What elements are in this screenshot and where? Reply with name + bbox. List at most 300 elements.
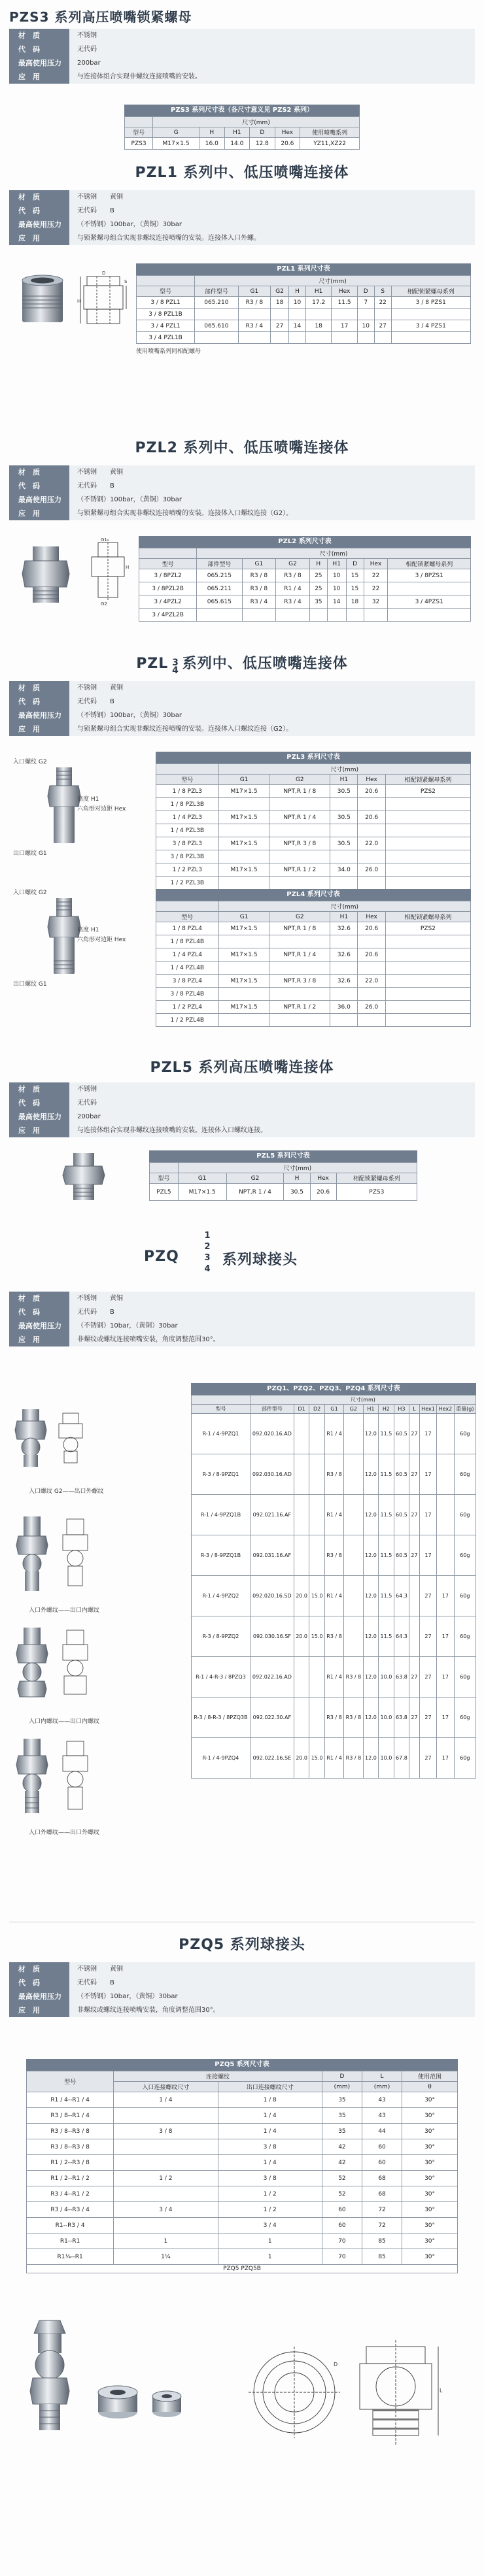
table-cell <box>276 609 310 622</box>
table-cell: 30° <box>402 2092 458 2108</box>
property-row <box>9 1096 475 1110</box>
table-cell: R3 / 8 <box>344 1698 363 1738</box>
table-cell: 10 <box>327 582 346 595</box>
table-header-cell: H <box>284 1173 310 1184</box>
table-cell <box>114 2139 218 2155</box>
table-cell: 17 <box>437 1616 454 1657</box>
table-row <box>27 2108 458 2124</box>
table-header-cell: G1 <box>178 1173 226 1184</box>
table-cell: 20.6 <box>358 922 385 935</box>
table-cell: 10 <box>327 569 346 582</box>
table-group-label: 尺寸(mm) <box>153 117 360 127</box>
property-label: 材 质 <box>9 29 69 42</box>
table-subheader-cell: 出口连接螺纹尺寸 <box>218 2082 322 2092</box>
table-header-row <box>125 127 360 138</box>
pzq3-drawing <box>10 1621 109 1713</box>
table-row <box>192 1738 476 1779</box>
table-cell <box>309 1698 325 1738</box>
section-title: PZQ5 系列球接头 <box>179 1937 305 1953</box>
table-header-cell: D <box>250 127 275 138</box>
property-value: 无代码 B <box>69 479 475 493</box>
spec-table-wrap <box>156 889 471 1027</box>
table-row <box>192 1495 476 1535</box>
table-cell: 22.0 <box>358 837 385 850</box>
table-cell: R3 / 8 <box>324 1535 343 1576</box>
table-cell: 3 / 8PZL2 <box>139 569 197 582</box>
table-cell: 12.0 <box>363 1576 379 1616</box>
svg-text:H: H <box>77 299 81 304</box>
table-cell <box>385 962 470 975</box>
table-group-header <box>156 764 471 775</box>
spec-table-wrap <box>139 536 471 622</box>
table-cell <box>358 798 385 811</box>
table-cell <box>330 935 358 948</box>
table-cell: 60.5 <box>394 1495 409 1535</box>
table-cell <box>218 798 269 811</box>
callout: 出口螺纹 G1 <box>13 850 47 857</box>
table-cell: 30° <box>402 2186 458 2202</box>
section-pzl1 <box>0 154 484 428</box>
table-cell: 30.5 <box>330 837 358 850</box>
table-header-cell: 型号 <box>150 1173 179 1184</box>
table-cell <box>218 850 269 863</box>
table-caption: PZS3 系列尺寸表（各尺寸意义见 PZS2 系列） <box>124 105 360 116</box>
table-row <box>156 850 471 863</box>
title-stack <box>201 1230 213 1275</box>
table-cell: R-3 / 8-R-3 / 8PZQ3B <box>192 1698 251 1738</box>
table-cell: 1 <box>218 2249 322 2265</box>
table-row <box>192 1698 476 1738</box>
table-cell: 15 <box>346 582 364 595</box>
table-row <box>156 1014 471 1027</box>
table-cell: M17×1.5 <box>178 1184 226 1201</box>
table-caption: PZL5 系列尺寸表 <box>149 1150 417 1162</box>
table-group-header <box>139 548 471 559</box>
table-cell: 12.0 <box>363 1495 379 1535</box>
table-cell: 1 / 2 PZL3 <box>156 863 219 877</box>
table-header-row <box>137 286 471 297</box>
table-cell: 14 <box>327 595 346 609</box>
table-cell: 10 <box>289 297 306 309</box>
property-label: 代 码 <box>9 1305 69 1319</box>
table-subheader-cell: (mm) <box>322 2082 362 2092</box>
table-row <box>150 1184 417 1201</box>
table-cell: R1¼--R1 <box>27 2249 114 2265</box>
table-row <box>27 2249 458 2265</box>
table-cell: 1 / 8 PZL3B <box>156 798 219 811</box>
table-cell <box>197 609 242 622</box>
property-value: （不锈钢）10bar，（黄铜）30bar <box>69 1990 475 2003</box>
table-header-cell: G2 <box>276 559 310 569</box>
table-cell: M17×1.5 <box>218 785 269 798</box>
table-cell: 30.5 <box>330 811 358 824</box>
property-row <box>9 1333 475 1347</box>
spec-table <box>156 901 471 1027</box>
table-cell <box>385 877 470 890</box>
table-row <box>156 785 471 798</box>
property-label: 最高使用压力 <box>9 218 69 231</box>
table-cell: 15.0 <box>309 1738 325 1779</box>
table-cell: 27 <box>409 1535 420 1576</box>
table-header-cell: Hex2 <box>437 1405 454 1414</box>
table-cell <box>305 332 331 344</box>
table-cell: 12.0 <box>363 1414 379 1454</box>
table-cell: 42 <box>322 2139 362 2155</box>
table-cell: 1 / 8 PZL4B <box>156 935 219 948</box>
table-cell: 67.8 <box>394 1738 409 1779</box>
section-pzq <box>0 1229 484 1922</box>
table-cell: 35 <box>322 2092 362 2108</box>
table-cell <box>344 1454 363 1495</box>
property-label: 最高使用压力 <box>9 1110 69 1124</box>
table-row <box>156 824 471 837</box>
property-row <box>9 1305 475 1319</box>
table-cell: R1 / 4 <box>324 1414 343 1454</box>
table-cell: 72 <box>362 2202 402 2218</box>
table-cell: 70 <box>322 2249 362 2265</box>
section-pzl2 <box>0 431 484 647</box>
property-label: 应 用 <box>9 1124 69 1137</box>
table-header-cell: H <box>199 127 225 138</box>
table-cell: NPT,R 1 / 8 <box>269 922 330 935</box>
property-row <box>9 1292 475 1305</box>
table-cell: 35 <box>309 595 327 609</box>
table-cell: 22 <box>364 582 388 595</box>
property-row <box>9 507 475 520</box>
table-cell: 1 / 4 PZL3 <box>156 811 219 824</box>
property-value: 与锁紧螺母组合实现非螺纹连接喷嘴的安装。连接体入口外螺。 <box>69 231 475 245</box>
callout: 出口螺纹 G1 <box>13 981 47 988</box>
table-cell <box>269 850 330 863</box>
pzq4-drawing <box>10 1732 109 1824</box>
table-cell: R-1 / 4-9PZQ2 <box>192 1576 251 1616</box>
table-row <box>156 1001 471 1014</box>
table-cell: 52 <box>322 2171 362 2186</box>
property-value: （不锈钢）100bar，（黄铜）30bar <box>69 493 475 507</box>
table-cell <box>330 962 358 975</box>
table-header-spacer <box>150 1163 179 1173</box>
table-cell: 27 <box>271 320 289 332</box>
table-cell: R-3 / 8-9PZQ2 <box>192 1616 251 1657</box>
section-title: PZL1 系列中、低压喷嘴连接体 <box>135 165 349 181</box>
table-cell: 26.0 <box>358 863 385 877</box>
property-value: 不锈钢 黄铜 <box>69 681 475 695</box>
callout: 高度 H1 <box>77 927 99 933</box>
callout: 六角形对边距 Hex <box>77 937 126 943</box>
table-cell <box>437 1535 454 1576</box>
table-cell: M17×1.5 <box>218 863 269 877</box>
table-cell: 60 <box>322 2218 362 2233</box>
table-cell <box>294 1698 309 1738</box>
table-header-cell: D <box>357 286 374 297</box>
table-group-header <box>156 901 471 912</box>
table-cell: R1 / 2--R1 / 2 <box>27 2171 114 2186</box>
table-cell: 15.0 <box>309 1616 325 1657</box>
title-suffix: 系列球接头 <box>222 1252 298 1268</box>
table-header-cell: H1 <box>327 559 346 569</box>
table-cell: 3 / 8 PZL3B <box>156 850 219 863</box>
spec-table-wrap <box>191 1383 476 1779</box>
table-cell: 3 / 4 PZL1B <box>137 332 195 344</box>
table-header-cell: G <box>153 127 199 138</box>
table-cell <box>242 609 276 622</box>
title-suffix: 系列中、低压喷嘴连接体 <box>182 656 348 672</box>
svg-text:D: D <box>102 271 106 276</box>
table-cell: 14 <box>289 320 306 332</box>
table-cell <box>437 1495 454 1535</box>
table-cell: M17×1.5 <box>218 948 269 962</box>
table-cell: 30° <box>402 2233 458 2249</box>
table-cell: 27 <box>409 1454 420 1495</box>
table-row <box>27 2186 458 2202</box>
table-cell: 3 / 8 PZL4 <box>156 975 219 988</box>
table-cell <box>358 988 385 1001</box>
table-header-cell: H1 <box>363 1405 379 1414</box>
table-cell: R-1 / 4-9PZQ1B <box>192 1495 251 1535</box>
table-cell: NPT,R 1 / 8 <box>269 785 330 798</box>
table-cell: M17×1.5 <box>218 837 269 850</box>
property-value: 与锁紧螺母组合实现非螺纹连接喷嘴的安装。连接体入口螺纹连接（G2）。 <box>69 507 475 520</box>
table-header-cell: H2 <box>379 1405 394 1414</box>
table-cell: 3 / 4 <box>114 2202 218 2218</box>
table-cell: 18 <box>305 320 331 332</box>
property-row <box>9 56 475 70</box>
table-cell: R3 / 4 <box>242 595 276 609</box>
section-title: PZL5 系列高压喷嘴连接体 <box>150 1060 334 1076</box>
table-cell: R3 / 8 <box>324 1698 343 1738</box>
callout: 入口螺纹 G2——出口外螺纹 <box>29 1488 104 1495</box>
property-label: 代 码 <box>9 695 69 709</box>
table-cell <box>114 2108 218 2124</box>
pzl1-photo <box>13 270 72 329</box>
table-cell: 065.210 <box>195 297 238 309</box>
table-row <box>27 2202 458 2218</box>
table-header-cell: D2 <box>309 1405 325 1414</box>
table-cell: 1 / 4 <box>114 2092 218 2108</box>
table-cell: R-1 / 4-9PZQ4 <box>192 1738 251 1779</box>
table-cell: 1 / 2 <box>114 2171 218 2186</box>
table-cell: R3 / 8 <box>324 1454 343 1495</box>
table-cell: 092.022.16.SE <box>250 1738 294 1779</box>
table-row <box>137 309 471 320</box>
property-row <box>9 681 475 695</box>
property-label: 代 码 <box>9 204 69 218</box>
table-cell: NPT,R 1 / 4 <box>269 948 330 962</box>
callout: 高度 H1 <box>77 796 99 803</box>
table-cell: 72 <box>362 2218 402 2233</box>
table-header-spacer <box>139 548 197 559</box>
svg-text:H: H <box>126 565 130 570</box>
table-cell: 3 / 8 PZL1B <box>137 309 195 320</box>
table-cell: 68 <box>362 2171 402 2186</box>
table-cell: 11.5 <box>379 1616 394 1657</box>
table-header-cell: 部件型号 <box>250 1405 294 1414</box>
table-header-cell: G2 <box>344 1405 363 1414</box>
table-cell: 30° <box>402 2155 458 2171</box>
spec-table <box>136 275 471 344</box>
table-cell <box>344 1535 363 1576</box>
pzq1-drawing <box>10 1404 95 1481</box>
table-cell <box>269 935 330 948</box>
table-cell <box>385 948 470 962</box>
table-row <box>156 988 471 1001</box>
spec-table <box>124 116 360 150</box>
property-row <box>9 722 475 736</box>
spec-table-wrap <box>149 1150 417 1201</box>
table-cell <box>357 332 374 344</box>
table-row <box>137 320 471 332</box>
table-cell: 11.5 <box>379 1414 394 1454</box>
table-caption: PZL4 系列尺寸表 <box>156 889 471 901</box>
table-row <box>156 811 471 824</box>
table-header-cell: H1 <box>224 127 250 138</box>
table-cell <box>294 1454 309 1495</box>
property-row <box>9 231 475 245</box>
table-cell: PZS3 <box>125 138 153 150</box>
table-cell: R3 / 4 <box>276 595 310 609</box>
table-header-cell: Hex <box>310 1173 336 1184</box>
property-row <box>9 218 475 231</box>
table-cell: 27 <box>419 1616 436 1657</box>
table-cell: R1 / 4 <box>324 1495 343 1535</box>
table-cell <box>374 309 391 320</box>
table-cell: 20.6 <box>275 138 300 150</box>
table-cell: 18 <box>271 297 289 309</box>
table-cell: R3 / 8 <box>276 569 310 582</box>
table-header-cell: 部件型号 <box>195 286 238 297</box>
section-pzl34 <box>0 647 484 1046</box>
title-fraction <box>172 659 179 675</box>
property-label: 代 码 <box>9 1096 69 1110</box>
table-cell: 60.5 <box>394 1535 409 1576</box>
table-row <box>156 948 471 962</box>
table-cell: 14.0 <box>224 138 250 150</box>
table-cell: 7 <box>357 297 374 309</box>
table-header-cell: 型号 <box>192 1405 251 1414</box>
table-cell: 30° <box>402 2202 458 2218</box>
table-header-cell: G1 <box>218 775 269 785</box>
table-cell: 11.5 <box>379 1576 394 1616</box>
table-header-cell: D <box>322 2071 362 2082</box>
table-cell <box>309 1414 325 1454</box>
table-cell <box>344 1414 363 1454</box>
section-title: PZL2 系列中、低压喷嘴连接体 <box>135 440 349 456</box>
property-label: 应 用 <box>9 722 69 736</box>
table-row <box>156 975 471 988</box>
table-header-cell: G2 <box>269 912 330 922</box>
table-cell: 30° <box>402 2139 458 2155</box>
table-cell <box>385 798 470 811</box>
table-cell: 17 <box>437 1698 454 1738</box>
table-header-cell: 使用喷嘴系列 <box>300 127 360 138</box>
property-label: 最高使用压力 <box>9 1319 69 1333</box>
table-cell <box>385 811 470 824</box>
callout: 六角形对边距 Hex <box>77 806 126 812</box>
table-header-cell: 相配锁紧螺母系列 <box>388 559 471 569</box>
table-cell: 1 / 2 <box>218 2202 322 2218</box>
property-value: 无代码 B <box>69 1976 475 1990</box>
table-subheader-cell: (mm) <box>362 2082 402 2092</box>
table-row <box>27 2233 458 2249</box>
table-header-cell: H3 <box>394 1405 409 1414</box>
table-cell <box>391 332 470 344</box>
spec-table <box>26 2071 458 2273</box>
property-row <box>9 190 475 204</box>
table-cell: 25 <box>309 582 327 595</box>
table-cell <box>344 1576 363 1616</box>
table-cell: R3 / 8--R3 / 8 <box>27 2139 114 2155</box>
table-cell: 1 / 8 PZL3 <box>156 785 219 798</box>
section-pzs3 <box>0 0 484 147</box>
table-cell: NPT,R 3 / 8 <box>269 837 330 850</box>
property-row <box>9 695 475 709</box>
table-cell <box>358 935 385 948</box>
table-cell: 092.020.16.AD <box>250 1414 294 1454</box>
table-cell: 1 <box>218 2233 322 2249</box>
table-cell <box>358 877 385 890</box>
property-value: 不锈钢 <box>69 1082 475 1096</box>
table-cell: M17×1.5 <box>218 975 269 988</box>
table-cell <box>238 309 271 320</box>
table-cell: 3 / 8 PZL4B <box>156 988 219 1001</box>
table-cell: 27 <box>409 1657 420 1698</box>
table-header-spacer <box>137 276 195 286</box>
table-cell: 27 <box>419 1698 436 1738</box>
table-row <box>156 877 471 890</box>
table-cell: 20.0 <box>294 1576 309 1616</box>
table-cell: 60g <box>454 1414 475 1454</box>
table-row <box>156 935 471 948</box>
svg-text:G1: G1 <box>101 537 107 543</box>
property-label: 代 码 <box>9 42 69 56</box>
table-header-cell: H1 <box>330 912 358 922</box>
table-row <box>137 332 471 344</box>
table-row <box>27 2265 458 2273</box>
table-cell: M17×1.5 <box>218 1001 269 1014</box>
table-header-cell: L <box>362 2071 402 2082</box>
table-cell: 20.6 <box>358 811 385 824</box>
table-cell: R1--R1 <box>27 2233 114 2249</box>
spec-table-wrap <box>136 263 471 355</box>
table-cell <box>330 877 358 890</box>
table-header-cell: 连接螺纹 <box>114 2071 322 2082</box>
table-header-cell: L <box>409 1405 420 1414</box>
table-cell: 12.0 <box>363 1535 379 1576</box>
table-row <box>139 582 471 595</box>
table-cell: 27 <box>419 1576 436 1616</box>
property-value: 不锈钢 黄铜 <box>69 1292 475 1305</box>
table-cell: 60.5 <box>394 1414 409 1454</box>
property-label: 应 用 <box>9 70 69 84</box>
table-cell: 27 <box>419 1738 436 1779</box>
table-cell <box>358 850 385 863</box>
title-prefix: PZQ <box>144 1248 179 1265</box>
table-cell <box>409 1738 420 1779</box>
table-row <box>27 2155 458 2171</box>
table-cell <box>294 1657 309 1698</box>
title-prefix: PZL <box>136 656 169 672</box>
table-cell <box>289 332 306 344</box>
table-cell: R3 / 8 <box>242 569 276 582</box>
table-header-row <box>156 775 471 785</box>
table-cell: 1 / 4 PZL4B <box>156 962 219 975</box>
table-row <box>139 595 471 609</box>
table-cell: 3 / 4PZS1 <box>388 595 471 609</box>
table-cell: 12.0 <box>363 1616 379 1657</box>
table-cell: 85 <box>362 2249 402 2265</box>
table-cell <box>305 309 331 320</box>
table-cell: 1 / 4 <box>218 2124 322 2139</box>
